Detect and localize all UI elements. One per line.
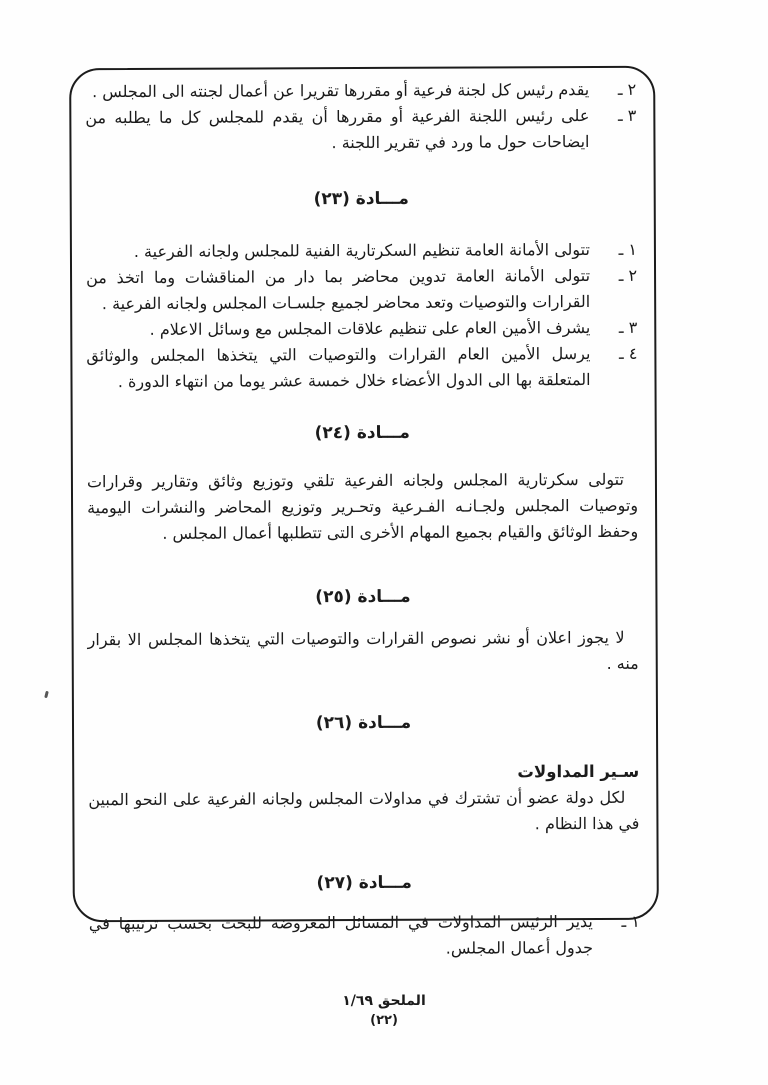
list-item [86, 237, 637, 265]
footer-attachment-label: الملحق ١/٦٩ [342, 993, 426, 1009]
document-border-frame [69, 66, 659, 958]
list-item [86, 341, 637, 395]
article-27-title: مـــادة (٢٧) [316, 872, 412, 894]
item-text: يرسل الأمين العام القرارات والتوصيات التي يتخذها المجلس والوثائق المتعلقة بها الى الدول الأعضاء خلال خمسة عشر يوما من انتهاء الدورة . [86, 344, 591, 392]
list-item [86, 263, 637, 317]
item-text: يشرف الأمين العام على تنظيم علاقات المجلس مع وسائل الاعلام . [149, 318, 591, 339]
page-footer [0, 991, 768, 1031]
item-number: ٢ ـ [618, 265, 638, 285]
intro-numbered-list [85, 77, 636, 157]
item-text: يقدم رئيس كل لجنة فرعية أو مقررها تقريرا عن أعمال لجنته الى المجلس . [91, 80, 590, 102]
article-23-list [86, 237, 638, 395]
footer-page-number: (٢٢) [370, 1013, 398, 1028]
list-item [85, 103, 636, 157]
article-25-title: مـــادة (٢٥) [315, 586, 411, 608]
article-25-body: لا يجوز اعلان أو نشر نصوص القرارات والتوصيات التي يتخذها المجلس الا بقرار منه . [87, 627, 639, 673]
article-26-title: مـــادة (٢٦) [315, 712, 412, 734]
list-item [85, 77, 636, 105]
item-number: ٣ ـ [617, 105, 637, 125]
item-number: ١ ـ [621, 911, 640, 931]
item-number: ٣ ـ [618, 317, 638, 337]
list-item [86, 315, 637, 343]
item-number: ٢ ـ [617, 79, 637, 99]
article-26-body: لكل دولة عضو أن تشترك في مداولات المجلس ولجانه الفرعية على النحو المبين في هذا النظام . [88, 787, 640, 834]
item-text: يدير الرئيس المداولات في المسائل المعروضة للبحث بحسب ترتيبها في جدول أعمال المجلس. [88, 912, 594, 958]
article-23-title: مـــادة (٢٣) [313, 188, 409, 210]
section-heading-proceedings: سـير المداولات [517, 761, 640, 782]
article-24-body: تتولى سكرتارية المجلس ولجانه الفرعية تلقي وتوزيع وثائق وتقارير وقرارات وتوصيات المجلس ولجـانـه الفـرعية وتحـرير وتوزيع المحاضر والنشرات اليومية وحفظ الوثائق والقيام بجميع المهام الأخرى التى تتطلبها أعمال المجلس . [86, 469, 639, 543]
item-text: على رئيس اللجنة الفرعية أو مقررها أن يقدم للمجلس كل ما يطلبه من ايضاحات حول ما ورد في تقرير اللجنة . [85, 106, 590, 153]
list-item [89, 909, 640, 963]
item-number: ٤ ـ [618, 343, 638, 363]
item-text: تتولى الأمانة العامة تدوين محاضر بما دار من المناقشات وما اتخذ من القرارات والتوصيات وتعد محاضر لجميع جلسـات المجلس ولجانه الفرعية . [86, 266, 591, 314]
article-24-title: مـــادة (٢٤) [314, 422, 410, 444]
article-27-list [89, 909, 640, 963]
scan-ink-speck [44, 691, 49, 699]
item-number: ١ ـ [618, 239, 637, 259]
item-text: تتولى الأمانة العامة تنظيم السكرتارية الفنية للمجلس ولجانه الفرعية . [133, 240, 590, 262]
